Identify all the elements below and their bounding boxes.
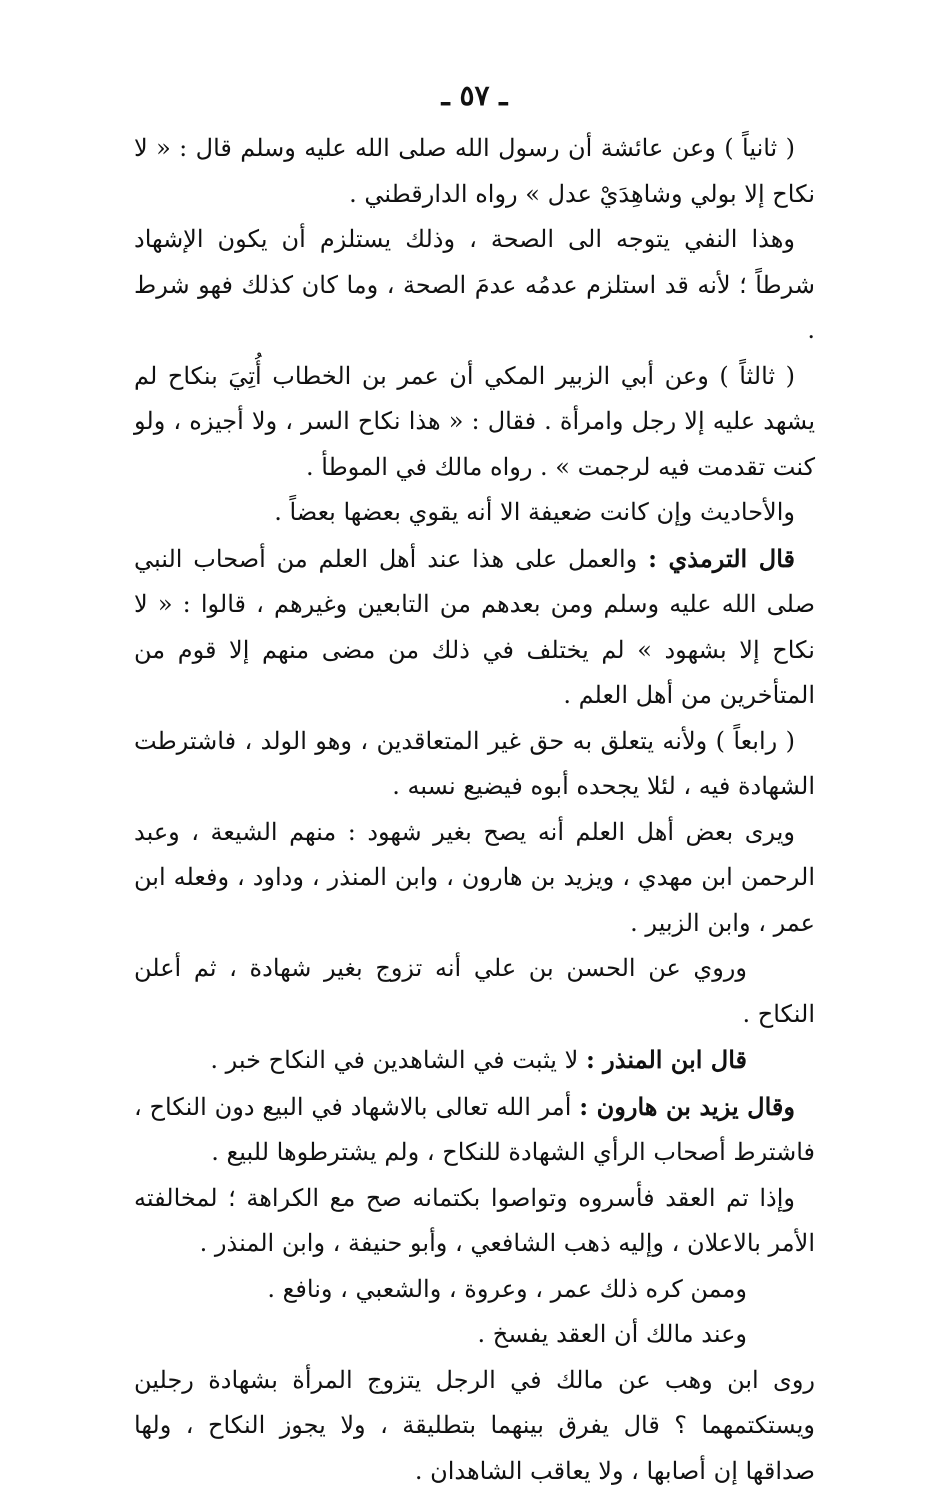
paragraph-text: ويرى بعض أهل العلم أنه يصح بغير شهود : منهم الشيعة ، وعبد الرحمن ابن مهدي ، ويزيد بن هارون ، وابن المنذر ، وداود ، وفعله ابن عمر ، وابن الزبير . xyxy=(134,818,815,937)
paragraph-10 xyxy=(134,1084,815,1176)
paragraph-lead: قال ابن المنذر : xyxy=(586,1045,747,1074)
paragraph-text: وإذا تم العقد فأسروه وتواصوا بكتمانه صح مع الكراهة ؛ لمخالفته الأمر بالاعلان ، وإليه ذهب الشافعي ، وأبو حنيفة ، وابن المنذر . xyxy=(134,1184,815,1258)
paragraph-11 xyxy=(134,1176,815,1267)
paragraph-lead: قال الترمذي : xyxy=(648,544,795,573)
paragraph-text: والعمل على هذا عند أهل العلم من أصحاب النبي صلى الله عليه وسلم ومن بعدهم من التابعين وغيرهم ، قالوا : « لا نكاح إلا بشهود » لم يختلف في ذلك من مضى منهم إلا قوم من المتأخرين من أهل العلم . xyxy=(134,545,815,710)
paragraph-8 xyxy=(134,946,815,1037)
paragraph-7 xyxy=(134,810,815,947)
paragraph-text: روى ابن وهب عن مالك في الرجل يتزوج المرأة بشهادة رجلين ويستكتمهما ؟ قال يفرق بينهما بتطليقة ، ولا يجوز النكاح ، ولها صداقها إن أصابها ، ولا يعاقب الشاهدان . xyxy=(134,1366,815,1485)
paragraph-13 xyxy=(134,1312,815,1358)
paragraph-text: وعند مالك أن العقد يفسخ . xyxy=(477,1320,747,1348)
body-text xyxy=(134,126,815,1494)
paragraph-5 xyxy=(134,536,815,719)
paragraph-2 xyxy=(134,217,815,354)
paragraph-4 xyxy=(134,490,815,536)
paragraph-text: أمر الله تعالى بالاشهاد في البيع دون النكاح ، فاشترط أصحاب الرأي الشهادة للنكاح ، ولم يشترطوها للبيع . xyxy=(134,1093,815,1167)
paragraph-1 xyxy=(134,126,815,217)
paragraph-text: ( ثانياً ) وعن عائشة أن رسول الله صلى الله عليه وسلم قال : « لا نكاح إلا بولي وشاهِدَيْ عدل » رواه الدارقطني . xyxy=(134,134,815,208)
paragraph-text: وهذا النفي يتوجه الى الصحة ، وذلك يستلزم أن يكون الإشهاد شرطاً ؛ لأنه قد استلزم عدمُه عدمَ الصحة ، وما كان كذلك فهو شرط . xyxy=(134,225,815,344)
paragraph-3 xyxy=(134,354,815,491)
paragraph-text: ( رابعاً ) ولأنه يتعلق به حق غير المتعاقدين ، وهو الولد ، فاشترطت الشهادة فيه ، لئلا يجحده أبوه فيضيع نسبه . xyxy=(134,727,815,801)
paragraph-text: والأحاديث وإن كانت ضعيفة الا أنه يقوي بعضها بعضاً . xyxy=(274,498,795,526)
paragraph-12 xyxy=(134,1267,815,1313)
paragraph-lead: وقال يزيد بن هارون : xyxy=(579,1092,795,1121)
paragraph-text: وممن كره ذلك عمر ، وعروة ، والشعبي ، ونافع . xyxy=(267,1275,747,1303)
paragraph-text: وروي عن الحسن بن علي أنه تزوج بغير شهادة ، ثم أعلن النكاح . xyxy=(134,954,815,1028)
paragraph-9 xyxy=(134,1037,815,1084)
paragraph-6 xyxy=(134,719,815,810)
paragraph-14 xyxy=(134,1358,815,1494)
paragraph-text: لا يثبت في الشاهدين في النكاح خبر . xyxy=(210,1046,586,1074)
paragraph-text: ( ثالثاً ) وعن أبي الزبير المكي أن عمر بن الخطاب أُتِيَ بنكاح لم يشهد عليه إلا رجل وامرأة . فقال : « هذا نكاح السر ، ولا أجيزه ، ولو كنت تقدمت فيه لرجمت » . رواه مالك في الموطأ . xyxy=(134,362,815,481)
page-number: ـ ٥٧ ـ xyxy=(134,72,815,120)
